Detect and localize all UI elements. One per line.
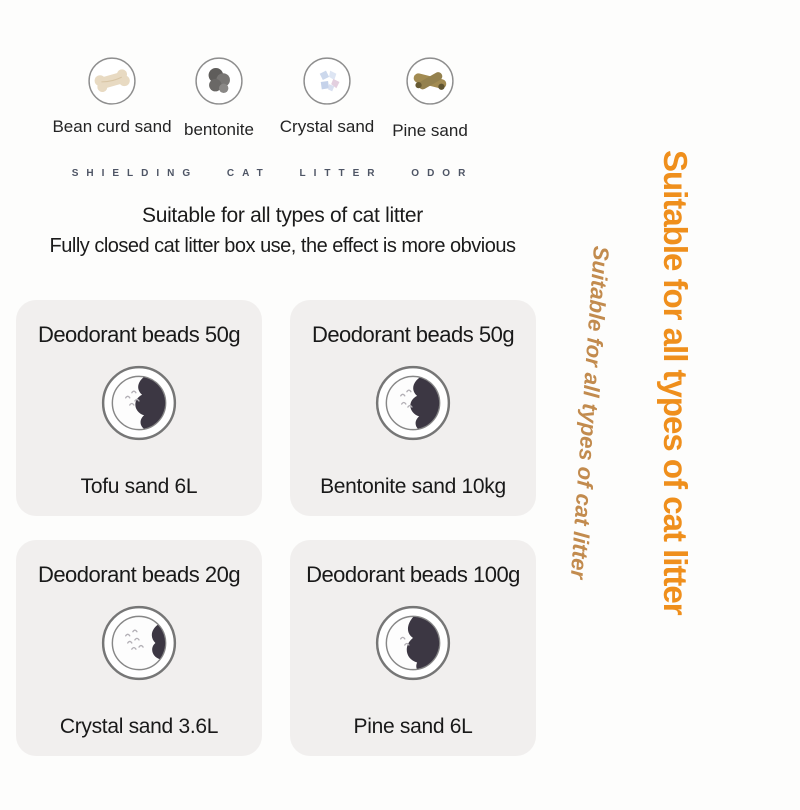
pine-pellet-icon [405, 56, 455, 106]
sand-type-label: Pine sand 6L [353, 715, 473, 738]
tofu-pellet-icon [87, 56, 137, 106]
deodorant-jar-cat-icon [372, 362, 454, 444]
side-banner-large-text: Suitable for all types of cat litter [657, 150, 694, 615]
crystal-pellet-icon [302, 56, 352, 106]
deodorant-jar-cat-icon [98, 602, 180, 684]
sand-type-label: Crystal sand 3.6L [59, 715, 219, 738]
litter-type-bean-curd [50, 56, 174, 137]
beads-amount-label: Deodorant beads 50g [37, 322, 241, 347]
beads-amount-label: Deodorant beads 50g [311, 322, 515, 347]
card-pine-sand [290, 540, 536, 756]
card-bentonite-sand [290, 300, 536, 516]
litter-type-label: Crystal sand [279, 117, 375, 136]
card-crystal-sand [16, 540, 262, 756]
litter-type-bentonite [157, 56, 281, 140]
litter-type-pine [368, 56, 492, 141]
beads-amount-label: Deodorant beads 20g [37, 562, 241, 587]
beads-amount-label: Deodorant beads 100g [306, 562, 520, 587]
litter-type-label: bentonite [184, 120, 254, 139]
deodorant-jar-cat-icon [98, 362, 180, 444]
deodorant-jar-cat-icon [372, 602, 454, 684]
bentonite-clump-icon [194, 56, 244, 106]
headline [0, 204, 565, 258]
litter-type-label: Bean curd sand [52, 117, 172, 136]
tagline-shielding-odor: SHIELDING CAT LITTER ODOR [71, 168, 474, 179]
card-tofu-sand [16, 300, 262, 516]
headline-line1: Suitable for all types of cat litter [141, 204, 423, 227]
headline-line2: Fully closed cat litter box use, the effect is more obvious [49, 235, 516, 257]
side-banner-small-text: Suitable for all types of cat litter [565, 245, 614, 580]
sand-type-label: Tofu sand 6L [80, 475, 198, 498]
litter-type-label: Pine sand [392, 121, 468, 140]
sand-type-label: Bentonite sand 10kg [320, 475, 506, 498]
